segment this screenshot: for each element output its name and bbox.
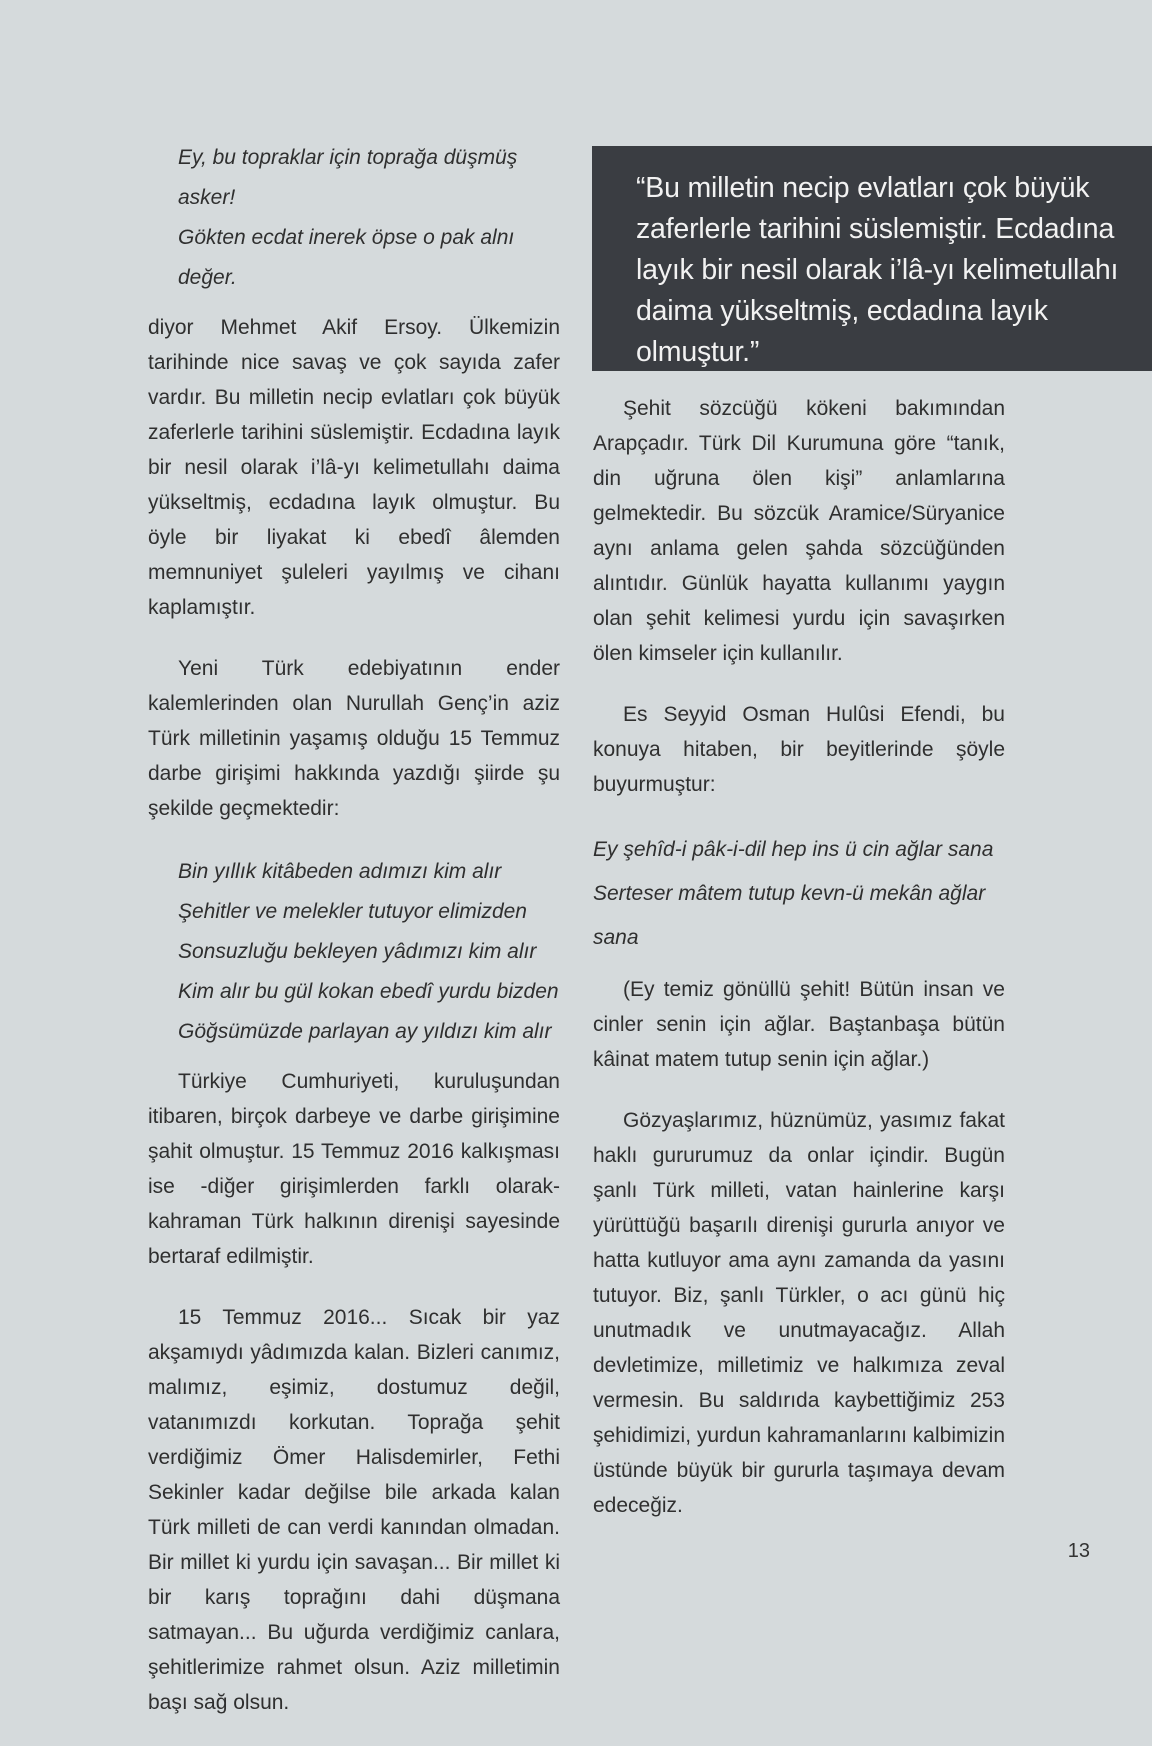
paragraph: Gözyaşlarımız, hüznümüz, yasımız fakat haklı gururumuz da onlar içindir. Bugün şanlı Türk milleti, vatan hainlerine karşı yürüttüğü başarılı direnişi gururla anıyor ve hatta kutluyor ama aynı zamanda da yasını tutuyor. Biz, şanlı Türkler, o acı günü hiç unutmadık ve unutmayacağız. Allah devletimize, milletimiz ve halkımıza zeval vermesin. Bu saldırıda kaybettiğimiz 253 şehidimizi, yurdun kahramanlarını kalbimizin üstünde büyük bir gururla taşımaya devam edeceğiz. bbox=[593, 1109, 1006, 1517]
paragraph: Türkiye Cumhuriyeti, kuruluşundan itibaren, birçok darbeye ve darbe girişimine şahit olmuştur. 15 Temmuz 2016 kalkışması ise -diğer girişimlerden farklı olarak- kahraman Türk halkının direnişi sayesinde bertaraf edilmiştir. bbox=[148, 1070, 560, 1268]
pull-quote: “Bu milletin necip evlatları çok büyük zaferlerle tarihini süslemiştir. Ecdadına layık bir nesil olarak i’lâ-yı kelimetullahı daima yükseltmiş, ecdadına layık olmuştur.” bbox=[592, 146, 1152, 371]
paragraph: Yeni Türk edebiyatının ender kalemlerinden olan Nurullah Genç’in aziz Türk milletinin yaşamış olduğu 15 Temmuz darbe girişimi hakkında yazdığı şiirde şu şekilde geçmektedir: bbox=[148, 657, 560, 820]
verse-line: Ey şehîd-i pâk-i-dil hep ins ü cin ağlar sana bbox=[593, 838, 994, 861]
verse bbox=[593, 828, 1005, 960]
poem-line: Göğsümüzde parlayan ay yıldızı kim alır bbox=[178, 1020, 552, 1043]
verse-line: Serteser mâtem tutup kevn-ü mekân ağlar sana bbox=[593, 882, 986, 949]
verse-line: Gökten ecdat inerek öpse o pak alnı değer. bbox=[178, 226, 515, 289]
poem-line: Kim alır bu gül kokan ebedî yurdu bizden bbox=[178, 980, 559, 1003]
left-column bbox=[148, 138, 560, 1746]
opening-verse bbox=[148, 138, 560, 298]
poem-line: Şehitler ve melekler tutuyor elimizden bbox=[178, 900, 527, 923]
paragraph: Şehit sözcüğü kökeni bakımından Arapçadır. Türk Dil Kurumuna göre “tanık, din uğruna ölen kişi” anlamlarına gelmektedir. Bu sözcük Aramice/Süryanice aynı anlama gelen şahda sözcüğünden alıntıdır. Günlük hayatta kullanımı yaygın olan şehit kelimesi yurdu için savaşırken ölen kimseler için kullanılır. bbox=[593, 397, 1005, 665]
right-column bbox=[593, 391, 1005, 1549]
paragraph: Es Seyyid Osman Hulûsi Efendi, bu konuya hitaben, bir beyitlerinde şöyle buyurmuştur: bbox=[593, 703, 1005, 796]
poem bbox=[148, 852, 560, 1052]
paragraph: diyor Mehmet Akif Ersoy. Ülkemizin tarihinde nice savaş ve çok sayıda zafer vardır. Bu milletin necip evlatları çok büyük zaferlerle tarihini süslemiştir. Ecdadına layık bir nesil olarak i’lâ-yı kelimetullahı daima yükseltmiş, ecdadına layık olmuştur. Bu öyle bir liyakat ki ebedî âlemden memnuniyet şuleleri yayılmış ve cihanı kaplamıştır. bbox=[148, 316, 560, 619]
poem-line: Bin yıllık kitâbeden adımızı kim alır bbox=[178, 860, 502, 883]
verse-line: Ey, bu topraklar için toprağa düşmüş asker! bbox=[178, 146, 518, 209]
page-number: 13 bbox=[1067, 1540, 1090, 1562]
paragraph: 15 Temmuz 2016... Sıcak bir yaz akşamıydı yâdımızda kalan. Bizleri canımız, malımız, eşimiz, dostumuz değil, vatanımızdı korkutan. Toprağa şehit verdiğimiz Ömer Halisdemirler, Fethi Sekinler kadar değilse bile arkada kalan Türk milleti de can verdi kanından olmadan. Bir millet ki yurdu için savaşan... Bir millet ki bir karış toprağını dahi düşmana satmayan... Bu uğurda verdiğimiz canlara, şehitlerimize rahmet olsun. Aziz milletimin başı sağ olsun. bbox=[148, 1306, 560, 1714]
poem-line: Sonsuzluğu bekleyen yâdımızı kim alır bbox=[178, 940, 537, 963]
paragraph: (Ey temiz gönüllü şehit! Bütün insan ve cinler senin için ağlar. Baştanbaşa bütün kâinat matem tutup senin için ağlar.) bbox=[593, 978, 1005, 1071]
